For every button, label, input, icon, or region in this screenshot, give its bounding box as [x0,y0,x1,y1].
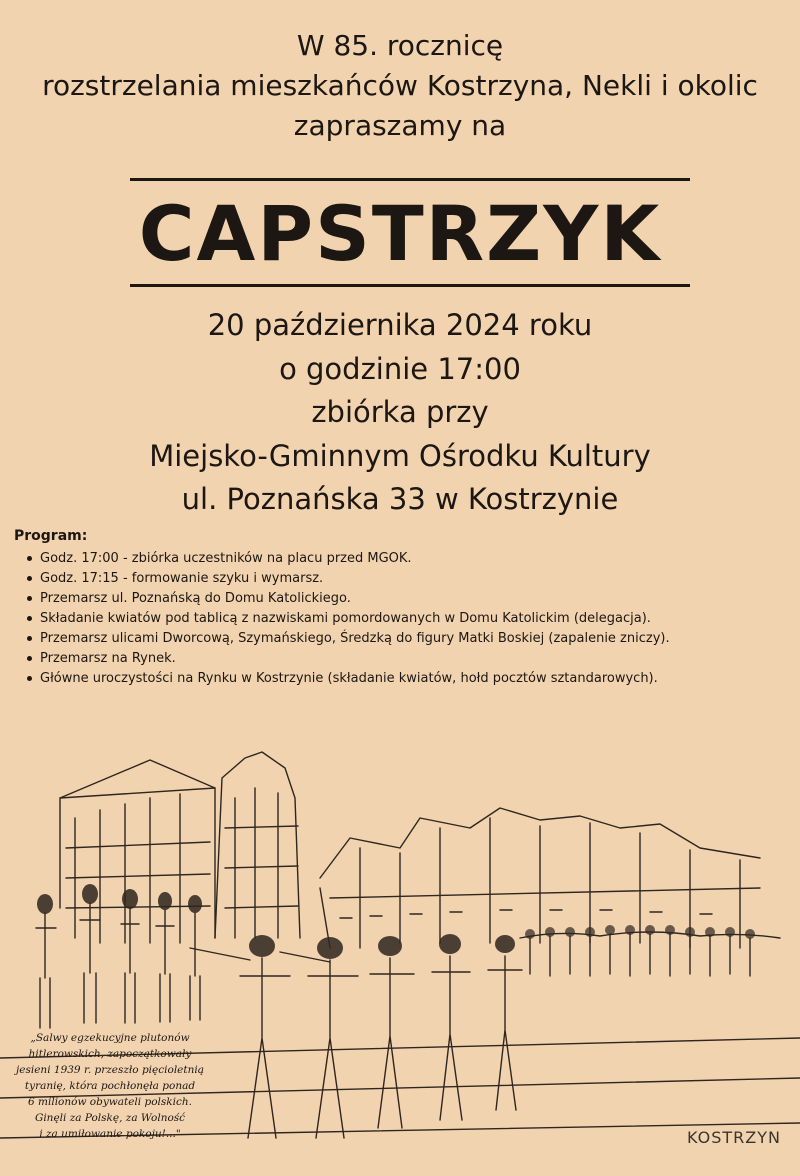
event-venue: Miejsko-Gminnym Ośrodku Kultury [149,438,651,473]
event-title: CAPSTRZYK [138,189,662,278]
quote-line: „Salwy egzekucyjne plutonów [30,1032,190,1044]
title-bottom-rule [130,284,690,287]
quote-line: hitlerowskich, zapoczątkowały [28,1048,192,1060]
historical-quote [6,1030,214,1142]
intro-line: W 85. rocznicę [296,29,504,62]
intro-line: zapraszamy na [293,109,507,142]
title-top-rule [130,178,690,181]
program-item: Główne uroczystości na Rynku w Kostrzynie (składanie kwiatów, hołd pocztów sztandarowych). [40,669,790,689]
quote-line: i za umiłowanie pokoju!..." [39,1128,181,1140]
program-item: Godz. 17:00 - zbiórka uczestników na placu przed MGOK. [40,549,790,569]
program-item: Godz. 17:15 - formowanie szyku i wymarsz. [40,569,790,589]
event-time: o godzinie 17:00 [279,351,521,386]
quote-line: tyranię, która pochłonęła ponad [24,1080,196,1092]
quote-line: 6 milionów obywateli polskich. [28,1096,192,1108]
intro-text [0,26,800,146]
event-meeting: zbiórka przy [311,395,489,429]
intro-line: rozstrzelania mieszkańców Kostrzyna, Nekli i okolic [42,69,758,102]
quote-line: jesieni 1939 r. przeszło pięcioletnią [16,1064,204,1076]
program-heading: Program: [14,528,88,544]
kostrzyn-logo: KOSTRZYN [687,1128,781,1147]
program-list [14,549,790,689]
event-details [0,304,800,522]
program-item: Przemarsz na Rynek. [40,649,790,669]
event-address: ul. Poznańska 33 w Kostrzynie [181,482,619,516]
program-section [14,527,790,689]
program-item: Przemarsz ul. Poznańską do Domu Katolickiego. [40,589,790,609]
event-date: 20 października 2024 roku [207,308,593,342]
quote-line: Ginęli za Polskę, za Wolność [34,1112,186,1124]
program-item: Przemarsz ulicami Dworcową, Szymańskiego, Średzką do figury Matki Boskiej (zapalenie zniczy). [40,629,790,649]
program-item: Składanie kwiatów pod tablicą z nazwiskami pomordowanych w Domu Katolickim (delegacja). [40,609,790,629]
